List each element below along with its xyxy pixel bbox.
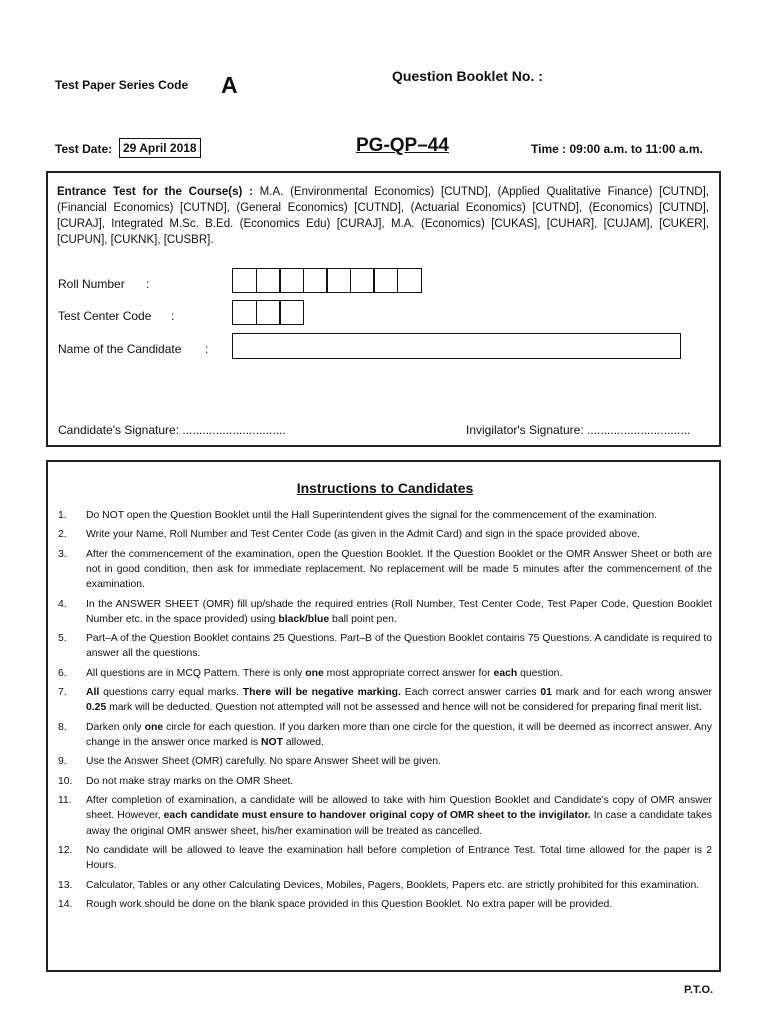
roll-number-cell[interactable] — [350, 268, 375, 293]
instruction-fragment: Use the Answer Sheet (OMR) carefully. No spare Answer Sheet will be given. — [86, 756, 441, 768]
candidate-signature-line: Candidate's Signature: ............................... — [58, 423, 286, 437]
exam-time: Time : 09:00 a.m. to 11:00 a.m. — [531, 142, 703, 156]
test-center-code-boxes[interactable] — [232, 300, 304, 325]
instruction-fragment: After the commencement of the examination, open the Question Booklet. If the Question Booklet or the OMR Answer Sheet or both are not in good condition, then ask for immediate replacement. No replacement will be made 5 minutes after the commencement of the examination. — [86, 548, 712, 591]
instruction-fragment: mark will be deducted. Question not attempted will not be assessed and hence will not be considered for preparing final merit list. — [106, 702, 702, 714]
instruction-emphasis: one — [305, 667, 324, 679]
test-paper-series-label: Test Paper Series Code — [55, 78, 189, 92]
roll-number-colon: : — [146, 277, 150, 291]
instruction-fragment: Do not make stray marks on the OMR Sheet. — [86, 775, 294, 787]
instruction-number: 6. — [58, 667, 67, 679]
instruction-item — [58, 597, 712, 627]
roll-number-cell[interactable] — [303, 268, 328, 293]
test-center-code-cell[interactable] — [232, 300, 257, 325]
instruction-fragment: question. — [517, 667, 563, 679]
test-date-label: Test Date: — [55, 142, 113, 156]
instruction-number: 1. — [58, 510, 67, 521]
instruction-fragment: Do NOT open the Question Booklet until the Hall Superintendent gives the signal for the commencement of the examination. — [86, 510, 658, 521]
course-description — [57, 184, 709, 248]
instruction-text — [86, 774, 712, 789]
instruction-number: 8. — [58, 721, 67, 733]
instruction-item — [58, 878, 712, 893]
roll-number-boxes[interactable] — [232, 268, 422, 293]
instruction-item — [58, 720, 712, 750]
instruction-emphasis: each — [493, 667, 518, 679]
test-paper-series-code: A — [221, 72, 238, 98]
instruction-fragment: Calculator, Tables or any other Calculating Devices, Mobiles, Pagers, Booklets, Papers etc. are strictly prohibited for this examination. — [86, 879, 700, 891]
instruction-number: 10. — [58, 775, 73, 787]
candidate-name-colon: : — [205, 342, 209, 356]
course-label: Entrance Test for the Course(s) : — [57, 186, 253, 198]
instruction-text — [86, 597, 712, 627]
instruction-number: 5. — [58, 633, 67, 645]
roll-number-cell[interactable] — [279, 268, 304, 293]
instruction-fragment: After completion of examination, a candidate will be allowed to take with him Question Booklet and Candidate’s copy of OMR answer sheet. However, — [86, 795, 712, 822]
instruction-emphasis: NOT — [261, 736, 283, 748]
instruction-item — [58, 774, 712, 789]
instruction-number: 3. — [58, 548, 67, 560]
instruction-emphasis: each candidate must ensure to handover original copy of OMR sheet to the invigilator. — [163, 810, 591, 822]
instruction-fragment: All questions are in MCQ Pattern. There is only — [86, 667, 306, 679]
instruction-fragment: circle for each question. If you darken more than one circle for the question, it will be deemed as incorrect answer. Any change in the answer once marked is — [86, 721, 712, 748]
instruction-item — [58, 754, 712, 769]
instruction-item — [58, 843, 712, 873]
question-booklet-number-label: Question Booklet No. : — [392, 68, 543, 84]
roll-number-cell[interactable] — [373, 268, 398, 293]
test-date-value: 29 April 2018 — [119, 138, 201, 158]
instruction-fragment: In the ANSWER SHEET (OMR) fill up/shade the required entries (Roll Number, Test Center Code, Test Paper Code, Question Booklet Number etc. in the space provided) using — [86, 598, 712, 625]
instruction-item — [58, 527, 712, 542]
test-center-code-cell[interactable] — [279, 300, 304, 325]
instructions-list — [58, 508, 712, 916]
pto-marker: P.T.O. — [684, 984, 714, 996]
instruction-text — [86, 878, 712, 893]
instruction-text — [86, 793, 712, 839]
instruction-number: 12. — [58, 844, 73, 856]
instruction-number: 4. — [58, 598, 67, 610]
instruction-fragment: In case a candidate takes away the original OMR answer sheet, his/her examination will be treated as cancelled. — [86, 810, 712, 837]
instruction-fragment: allowed. — [282, 736, 324, 748]
instruction-text — [86, 547, 712, 593]
instruction-fragment: No candidate will be allowed to leave the examination hall before completion of Entrance Test. Total time allowed for the paper is 2 Hours. — [86, 844, 712, 872]
instruction-number: 11. — [58, 795, 72, 807]
instruction-item — [58, 547, 712, 593]
instruction-text — [86, 754, 712, 769]
instruction-item — [58, 631, 712, 661]
instruction-item — [58, 666, 712, 681]
instruction-item — [58, 897, 712, 912]
test-center-code-cell[interactable] — [256, 300, 281, 325]
instruction-fragment: questions carry equal marks. — [99, 687, 243, 699]
paper-code: PG-QP–44 — [356, 135, 449, 156]
roll-number-cell[interactable] — [232, 268, 257, 293]
instruction-fragment: Rough work should be done on the blank space provided in this Question Booklet. No extra paper will be provided. — [86, 898, 613, 910]
instruction-item — [58, 793, 712, 839]
instruction-fragment: Darken only — [86, 721, 145, 733]
instruction-fragment: most appropriate correct answer for — [323, 667, 494, 679]
instruction-text — [86, 666, 712, 681]
instruction-text — [86, 508, 712, 523]
instruction-emphasis: one — [144, 721, 164, 733]
instructions-heading: Instructions to Candidates — [296, 480, 474, 496]
instruction-emphasis: There will be negative marking. — [242, 687, 401, 699]
instruction-fragment: Write your Name, Roll Number and Test Center Code (as given in the Admit Card) and sign in the space provided above. — [86, 529, 641, 541]
instruction-number: 14. — [58, 898, 73, 910]
instruction-emphasis: 0.25 — [86, 702, 107, 714]
instruction-number: 13. — [58, 879, 73, 891]
test-center-code-colon: : — [171, 309, 175, 323]
instruction-number: 2. — [58, 529, 67, 541]
candidate-name-label: Name of the Candidate — [58, 342, 182, 356]
candidate-name-field[interactable] — [232, 333, 681, 359]
instruction-text — [86, 897, 712, 912]
instruction-emphasis: 01 — [540, 687, 552, 699]
instruction-text — [86, 685, 712, 715]
instruction-text — [86, 631, 712, 661]
instruction-emphasis: All — [86, 687, 100, 699]
instruction-emphasis: black/blue — [278, 613, 330, 625]
roll-number-cell[interactable] — [256, 268, 281, 293]
instruction-fragment: Each correct answer carries — [400, 687, 541, 699]
course-text: M.A. (Environmental Economics) [CUTND], (Applied Qualitative Finance) [CUTND], (Financial Economics) [CUTND], (General Economics) [CUTND], (Actuarial Economics) [CUTND], (Economics) [CUTND], [CURAJ], Integrated M.Sc. B.Ed. (Economics Edu) [CURAJ], M.A. (Economics) [CUKAS], [CUHAR], [CUJAM], [CUKER], [CUPUN], [CUKNK], [CUSBR]. — [57, 186, 709, 246]
instruction-item — [58, 508, 712, 523]
instruction-item — [58, 685, 712, 715]
instruction-fragment: Part–A of the Question Booklet contains 25 Questions. Part–B of the Question Booklet contains 75 Questions. A candidate is required to answer all the questions. — [86, 633, 712, 660]
instruction-text — [86, 720, 712, 750]
instruction-number: 9. — [58, 756, 67, 768]
invigilator-signature-line: Invigilator's Signature: ............................... — [466, 423, 691, 437]
test-center-code-label: Test Center Code — [58, 309, 152, 323]
roll-number-cell[interactable] — [397, 268, 422, 293]
instruction-fragment: ball point pen. — [329, 613, 397, 625]
roll-number-cell[interactable] — [326, 268, 351, 293]
instruction-text — [86, 527, 712, 542]
instruction-text — [86, 843, 712, 873]
roll-number-label: Roll Number — [58, 277, 125, 291]
instruction-fragment: mark and for each wrong answer — [551, 687, 713, 699]
instruction-number: 7. — [58, 687, 67, 699]
